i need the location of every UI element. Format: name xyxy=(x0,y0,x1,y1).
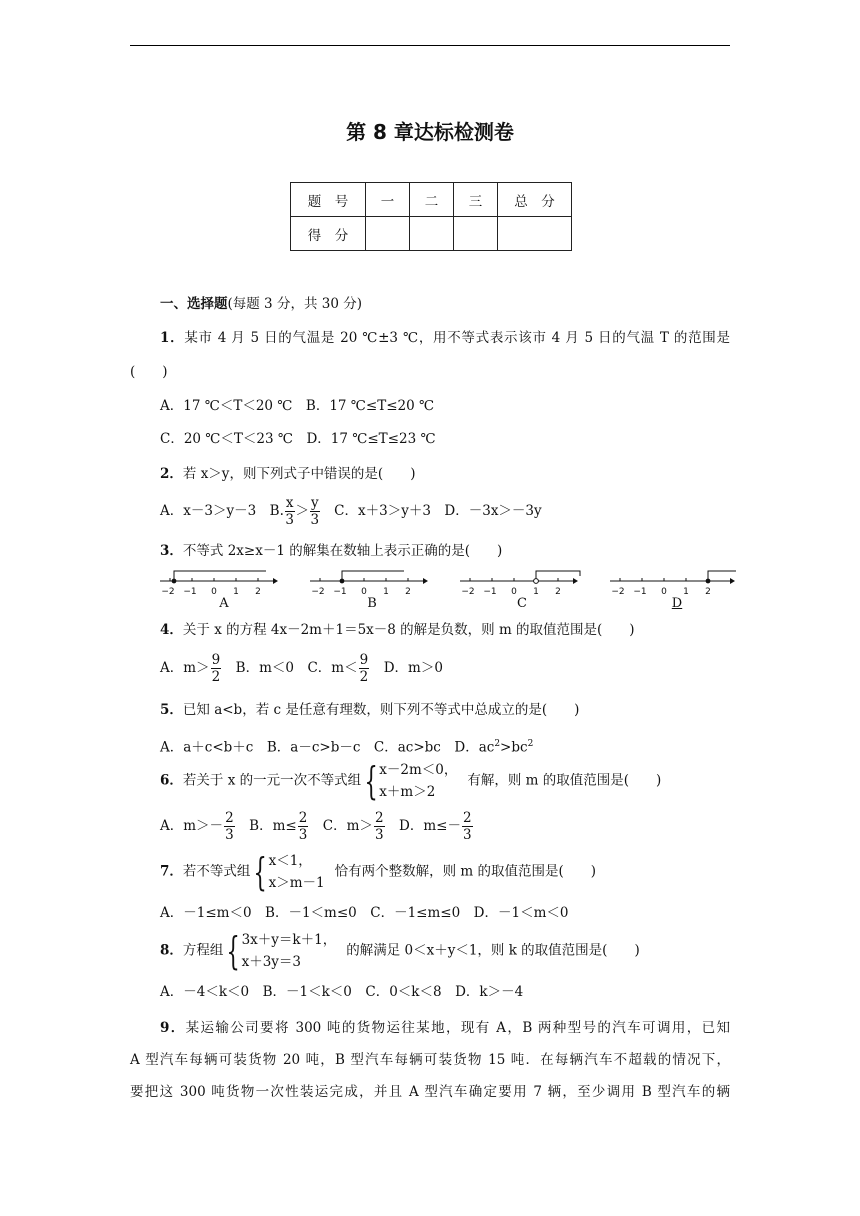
svg-text:1: 1 xyxy=(683,587,689,597)
score-cell-1: 一 xyxy=(366,183,410,217)
brace-icon: { xyxy=(226,929,241,973)
question-8-options: A．－4＜k＜0 B．－1＜k＜0 C．0＜k＜8 D．k＞－4 xyxy=(160,984,524,1000)
number-line-label-b: B xyxy=(367,596,377,611)
score-cell-2: 二 xyxy=(410,183,454,217)
fraction-2-over-3-b: $\frac{2}{3}$ xyxy=(298,810,308,843)
svg-text:−2: −2 xyxy=(311,587,325,597)
question-3-stem: 3．不等式 2x≥x－1 的解集在数轴上表示正确的是( ) xyxy=(160,543,503,559)
svg-text:2: 2 xyxy=(705,587,711,597)
question-1-options-ab: A．17 ℃＜T＜20 ℃ B．17 ℃≤T≤20 ℃ xyxy=(160,398,435,414)
brace-icon: { xyxy=(364,759,378,803)
question-5-options: A．a＋c<b＋c B．a－c>b－c C．ac>bc D．$ac^2>bc^2$ xyxy=(160,739,534,756)
fraction-9-over-2-c: $\frac{9}{2}$ xyxy=(359,652,369,685)
svg-text:−2: −2 xyxy=(461,587,475,597)
score-blank-total[interactable] xyxy=(498,217,572,251)
score-blank-3[interactable] xyxy=(454,217,498,251)
score-row-label: 得 分 xyxy=(291,217,366,251)
inequality-system: x＜1， x＞m－1 xyxy=(268,853,325,891)
svg-text:2: 2 xyxy=(255,587,261,597)
score-table xyxy=(290,182,572,251)
svg-text:−1: −1 xyxy=(183,587,197,597)
question-7-options: A．－1≤m＜0 B．－1＜m≤0 C．－1≤m≤0 D．－1＜m＜0 xyxy=(160,905,569,921)
svg-text:1: 1 xyxy=(533,587,539,597)
question-2-stem: 2．若 x＞y，则下列式子中错误的是( ) xyxy=(160,466,416,482)
header-rule xyxy=(130,45,730,46)
number-line-label-c: C xyxy=(517,596,527,611)
question-1-paren: ( ) xyxy=(130,364,168,380)
fraction-2-over-3-a: $\frac{2}{3}$ xyxy=(225,810,234,843)
svg-text:−2: −2 xyxy=(611,587,625,597)
question-6-options: A．m＞－ $\frac{2}{3}$ B．m≤ $\frac{2}{3}$ C．m＞ $\frac{2}{3}$ D．m≤－ $\frac{2}{3}$ xyxy=(160,810,472,843)
number-line-label-a: A xyxy=(219,596,229,611)
score-table-score-row xyxy=(291,217,572,251)
number-line-label-d: D xyxy=(671,596,683,611)
svg-text:−1: −1 xyxy=(633,587,647,597)
question-8-stem: 8．方程组{ 3x＋y＝k＋1， x＋3y＝3 的解满足 0＜x＋y＜1，则 k 的取值范围是( ) xyxy=(160,929,640,973)
number-line-a xyxy=(158,565,278,597)
svg-text:−1: −1 xyxy=(483,587,497,597)
question-6-stem: 6．若关于 x 的一元一次不等式组{ x－2m＜0， x＋m＞2 有解，则 m 的取值范围是( ) xyxy=(160,759,662,803)
svg-text:−1: −1 xyxy=(333,587,347,597)
number-line-b xyxy=(308,565,428,597)
score-blank-2[interactable] xyxy=(410,217,454,251)
question-4-options: A．m＞ $\frac{9}{2}$ B．m＜0 C．m＜ $\frac{9}{2}$ D．m＞0 xyxy=(160,652,443,685)
question-9-line-1: 9．某运输公司要将 300 吨的货物运往某地，现有 A，B 两种型号的汽车可调用，已知 xyxy=(160,1020,730,1036)
fraction-2-over-3-c: $\frac{2}{3}$ xyxy=(374,810,384,843)
svg-text:0: 0 xyxy=(361,587,367,597)
svg-text:1: 1 xyxy=(233,587,239,597)
score-blank-1[interactable] xyxy=(366,217,410,251)
svg-text:2: 2 xyxy=(555,587,561,597)
score-cell-3: 三 xyxy=(454,183,498,217)
question-2-options: A．x－3＞y－3 B. $\frac{x}{3}$ ＞ $\frac{y}{3}$ C．x＋3＞y＋3 D．－3x＞－3y xyxy=(160,495,542,528)
svg-text:0: 0 xyxy=(511,587,517,597)
fraction-x-over-3: $\frac{x}{3}$ xyxy=(285,495,294,528)
fraction-2-over-3-d: $\frac{2}{3}$ xyxy=(462,810,472,843)
svg-text:0: 0 xyxy=(211,587,217,597)
score-cell-label: 题 号 xyxy=(291,183,366,217)
fraction-9-over-2: $\frac{9}{2}$ xyxy=(211,652,221,685)
question-9-line-3: 要把这 300 吨货物一次性装运完成，并且 A 型汽车确定要用 7 辆，至少调用 B 型汽车的辆 xyxy=(130,1084,730,1100)
brace-icon: { xyxy=(253,850,268,894)
score-table-header-row xyxy=(291,183,572,217)
question-5-stem: 5．已知 a<b，若 c 是任意有理数，则下列不等式中总成立的是( ) xyxy=(160,702,580,718)
section-heading: 一、选择题(每题 3 分，共 30 分) xyxy=(160,296,362,312)
question-1-stem: 1．某市 4 月 5 日的气温是 20 ℃±3 ℃，用不等式表示该市 4 月 5 日的气温 T 的范围是 xyxy=(160,330,730,346)
fraction-y-over-3: $\frac{y}{3}$ xyxy=(310,495,320,528)
question-7-stem: 7．若不等式组{ x＜1， x＞m－1 恰有两个整数解，则 m 的取值范围是( ) xyxy=(160,850,597,894)
question-9-line-2: A 型汽车每辆可装货物 20 吨，B 型汽车每辆可装货物 15 吨．在每辆汽车不超载的情况下， xyxy=(130,1052,730,1068)
svg-text:0: 0 xyxy=(661,587,667,597)
score-cell-total: 总 分 xyxy=(498,183,572,217)
number-line-c xyxy=(458,565,582,597)
question-1-options-cd: C．20 ℃＜T＜23 ℃ D．17 ℃≤T≤23 ℃ xyxy=(160,431,436,447)
svg-text:2: 2 xyxy=(405,587,411,597)
question-4-stem: 4．关于 x 的方程 4x－2m＋1＝5x－8 的解是负数，则 m 的取值范围是( ) xyxy=(160,622,635,638)
svg-text:1: 1 xyxy=(383,587,389,597)
page-title: 第 8 章达标检测卷 xyxy=(346,120,514,144)
number-line-d xyxy=(608,565,738,597)
svg-text:−2: −2 xyxy=(161,587,175,597)
inequality-system: x－2m＜0， x＋m＞2 xyxy=(379,762,458,800)
equation-system: 3x＋y＝k＋1， x＋3y＝3 xyxy=(241,932,337,970)
